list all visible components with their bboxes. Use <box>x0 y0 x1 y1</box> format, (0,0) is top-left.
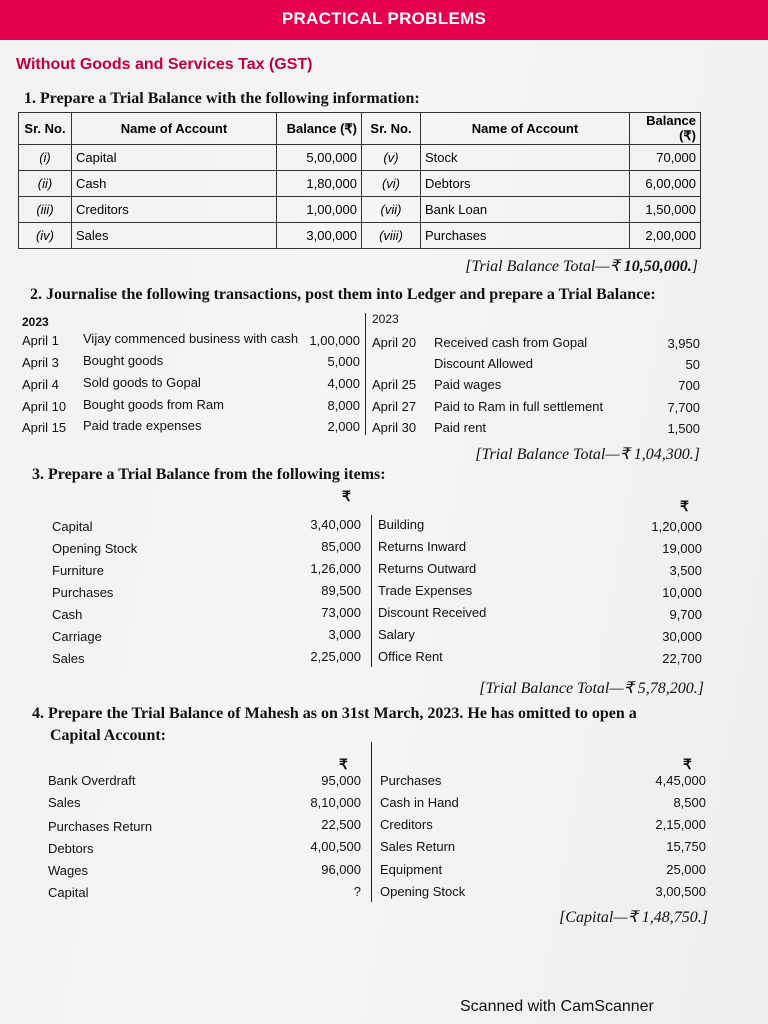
currency-symbol-right: ₹ <box>683 756 692 772</box>
column-divider <box>371 742 372 902</box>
item-name: Wages <box>48 863 88 878</box>
col-account-1: Name of Account <box>72 113 277 145</box>
col-sr-no-2: Sr. No. <box>362 113 421 145</box>
transaction-desc: Vijay commenced business with cash <box>83 331 299 346</box>
item-amount: 8,10,000 <box>310 795 361 810</box>
account-cell: Bank Loan <box>421 197 630 223</box>
transaction-desc: Received cash from Gopal <box>434 335 588 350</box>
item-amount: 25,000 <box>666 862 706 877</box>
account-cell: Cash <box>72 171 277 197</box>
balance-cell: 3,00,000 <box>277 223 362 249</box>
item-name: Salary <box>378 627 415 642</box>
item-amount: 22,500 <box>321 817 361 832</box>
item-name: Sales Return <box>380 839 456 854</box>
item-amount: ? <box>353 884 361 899</box>
item-name: Creditors <box>380 817 433 832</box>
transaction-amount: 2,000 <box>327 419 360 434</box>
item-amount: 89,500 <box>321 583 361 598</box>
col-balance-1: Balance (₹) <box>277 113 362 145</box>
account-cell: Capital <box>72 145 277 171</box>
item-amount: 1,20,000 <box>651 519 702 534</box>
transaction-desc: Discount Allowed <box>434 356 533 371</box>
transaction-date: April 25 <box>372 377 417 392</box>
transaction-amount: 5,000 <box>327 354 360 369</box>
item-amount: 1,26,000 <box>310 561 361 576</box>
account-cell: Sales <box>72 223 277 249</box>
account-cell: Purchases <box>421 223 630 249</box>
item-name: Equipment <box>380 862 443 877</box>
balance-cell: 5,00,000 <box>277 145 362 171</box>
item-name: Purchases <box>52 585 114 600</box>
balance-cell: 1,00,000 <box>277 197 362 223</box>
transaction-amount: 1,00,000 <box>309 333 360 348</box>
item-name: Purchases Return <box>48 819 153 834</box>
sr-no-cell: (vii) <box>362 197 421 223</box>
item-amount: 73,000 <box>321 605 361 620</box>
transaction-date: April 30 <box>372 420 417 435</box>
item-amount: 4,45,000 <box>655 773 706 788</box>
account-cell: Creditors <box>72 197 277 223</box>
page-header-title: PRACTICAL PROBLEMS <box>281 9 487 28</box>
transaction-desc: Bought goods <box>83 353 164 368</box>
balance-cell: 70,000 <box>630 145 701 171</box>
transaction-desc: Paid to Ram in full settlement <box>434 399 604 414</box>
table-row <box>19 171 701 197</box>
item-name: Returns Outward <box>378 561 477 576</box>
question-3: 3. Prepare a Trial Balance from the following items: <box>32 466 386 483</box>
balance-cell: 6,00,000 <box>630 171 701 197</box>
item-amount: 3,40,000 <box>310 517 361 532</box>
item-amount: 9,700 <box>669 607 702 622</box>
question-1: 1. Prepare a Trial Balance with the following information: <box>24 90 420 107</box>
balance-cell: 1,80,000 <box>277 171 362 197</box>
account-cell: Debtors <box>421 171 630 197</box>
account-cell: Stock <box>421 145 630 171</box>
item-name: Bank Overdraft <box>48 773 136 788</box>
item-name: Capital <box>48 885 89 900</box>
transaction-desc: Paid wages <box>434 377 502 392</box>
item-name: Cash in Hand <box>380 795 459 810</box>
balance-cell: 1,50,000 <box>630 197 701 223</box>
sr-no-cell: (vi) <box>362 171 421 197</box>
sr-no-cell: (viii) <box>362 223 421 249</box>
item-name: Opening Stock <box>52 541 138 556</box>
transaction-date: April 15 <box>22 420 67 435</box>
transaction-desc: Bought goods from Ram <box>83 397 224 412</box>
item-name: Debtors <box>48 841 94 856</box>
table-row <box>19 197 701 223</box>
item-name: Furniture <box>52 563 105 578</box>
item-amount: 15,750 <box>666 839 706 854</box>
question-4-line-2: Capital Account: <box>50 727 166 744</box>
item-amount: 95,000 <box>321 773 361 788</box>
item-name: Capital <box>52 519 93 534</box>
transaction-amount: 4,000 <box>327 376 360 391</box>
table-row <box>19 145 701 171</box>
transaction-desc: Sold goods to Gopal <box>83 375 201 390</box>
question-2: 2. Journalise the following transactions, post them into Ledger and prepare a Trial Balance: <box>30 286 656 303</box>
item-name: Sales <box>48 795 81 810</box>
item-amount: 96,000 <box>321 862 361 877</box>
col-account-2: Name of Account <box>421 113 630 145</box>
item-name: Returns Inward <box>378 539 467 554</box>
transaction-date: April 10 <box>22 399 67 414</box>
sr-no-cell: (ii) <box>19 171 72 197</box>
item-name: Discount Received <box>378 605 487 620</box>
item-name: Sales <box>52 651 85 666</box>
answer-2: [Trial Balance Total—₹ 1,04,300.] <box>475 446 700 463</box>
item-amount: 19,000 <box>662 541 702 556</box>
answer-1-value: 10,50,000. <box>623 258 692 275</box>
answer-1 <box>465 256 698 276</box>
item-name: Opening Stock <box>380 884 466 899</box>
section-subtitle: Without Goods and Services Tax (GST) <box>16 56 313 73</box>
table-row <box>19 223 701 249</box>
transaction-date: April 20 <box>372 335 417 350</box>
item-name: Building <box>378 517 425 532</box>
transaction-amount: 3,950 <box>667 336 700 351</box>
column-divider <box>371 515 372 667</box>
answer-3: [Trial Balance Total—₹ 5,78,200.] <box>479 680 704 697</box>
currency-symbol-left: ₹ <box>342 488 351 504</box>
item-name: Office Rent <box>378 649 443 664</box>
transaction-amount: 50 <box>685 357 700 372</box>
item-amount: 2,25,000 <box>310 649 361 664</box>
year-left: 2023 <box>22 315 49 329</box>
column-divider <box>365 313 366 435</box>
answer-1-end: ] <box>691 258 698 275</box>
item-amount: 3,500 <box>669 563 702 578</box>
sr-no-cell: (i) <box>19 145 72 171</box>
item-amount: 22,700 <box>662 651 702 666</box>
answer-4: [Capital—₹ 1,48,750.] <box>559 909 708 926</box>
transaction-date: April 4 <box>22 377 59 392</box>
scanner-watermark: Scanned with CamScanner <box>460 998 654 1015</box>
transaction-desc: Paid trade expenses <box>83 418 202 433</box>
header-band <box>0 0 768 40</box>
transaction-amount: 7,700 <box>667 400 700 415</box>
item-name: Cash <box>52 607 83 622</box>
transaction-amount: 700 <box>678 378 700 393</box>
year-right: 2023 <box>372 312 399 326</box>
item-amount: 2,15,000 <box>655 817 706 832</box>
item-amount: 4,00,500 <box>310 839 361 854</box>
transaction-amount: 8,000 <box>327 398 360 413</box>
sr-no-cell: (v) <box>362 145 421 171</box>
col-sr-no-1: Sr. No. <box>19 113 72 145</box>
currency-symbol-right: ₹ <box>680 498 689 514</box>
item-amount: 30,000 <box>662 629 702 644</box>
transaction-amount: 1,500 <box>667 421 700 436</box>
item-amount: 8,500 <box>673 795 706 810</box>
transaction-date: April 27 <box>372 399 417 414</box>
transaction-date: April 1 <box>22 333 59 348</box>
sr-no-cell: (iii) <box>19 197 72 223</box>
table-header-row <box>19 113 701 145</box>
item-amount: 3,00,500 <box>655 884 706 899</box>
item-name: Purchases <box>380 773 442 788</box>
col-balance-2: Balance (₹) <box>630 113 701 145</box>
item-name: Carriage <box>52 629 102 644</box>
trial-balance-table <box>18 112 701 249</box>
item-name: Trade Expenses <box>378 583 473 598</box>
sr-no-cell: (iv) <box>19 223 72 249</box>
item-amount: 10,000 <box>662 585 702 600</box>
item-amount: 85,000 <box>321 539 361 554</box>
transaction-desc: Paid rent <box>434 420 487 435</box>
balance-cell: 2,00,000 <box>630 223 701 249</box>
currency-symbol-left: ₹ <box>339 756 348 772</box>
transaction-date: April 3 <box>22 355 59 370</box>
question-4-line-1: 4. Prepare the Trial Balance of Mahesh as on 31st March, 2023. He has omitted to open a <box>32 705 637 722</box>
item-amount: 3,000 <box>328 627 361 642</box>
answer-1-label: [Trial Balance Total—₹ <box>465 258 624 275</box>
